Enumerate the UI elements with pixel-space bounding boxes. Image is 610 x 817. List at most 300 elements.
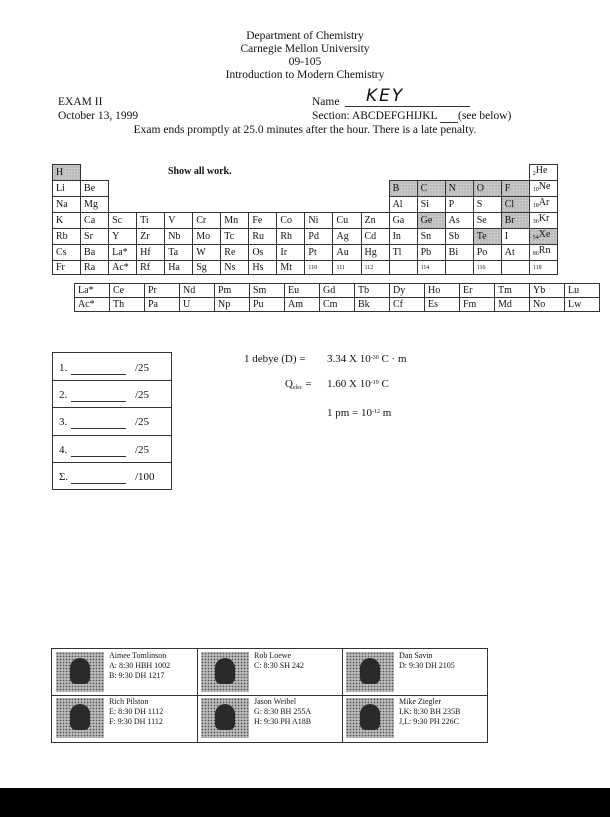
element-cell — [445, 197, 473, 213]
element-cell — [355, 298, 390, 312]
empty-cell — [221, 165, 249, 181]
element-symbol: Ni — [308, 214, 319, 226]
element-symbol: Br — [504, 214, 515, 226]
f-block-table — [74, 283, 600, 312]
element-symbol: Os — [252, 246, 264, 258]
element-symbol: Sm — [253, 284, 267, 296]
element-cell — [320, 298, 355, 312]
empty-cell — [193, 197, 221, 213]
element-symbol: Tb — [358, 284, 370, 296]
element-cell — [215, 284, 250, 298]
picometer-unit: m — [380, 407, 392, 419]
element-symbol: Si — [420, 198, 429, 210]
element-cell — [530, 298, 565, 312]
atomic-number-prefix: 18 — [532, 203, 539, 209]
empty-cell — [137, 181, 165, 197]
empty-cell — [305, 197, 333, 213]
element-cell — [495, 284, 530, 298]
element-symbol: Rn — [538, 245, 551, 256]
element-cell — [277, 245, 305, 261]
empty-cell — [473, 165, 501, 181]
ta-cell — [52, 695, 197, 741]
element-cell — [495, 298, 530, 312]
score-divider — [53, 380, 171, 381]
element-symbol: Po — [476, 246, 488, 258]
element-cell — [81, 181, 109, 197]
element-cell — [285, 298, 320, 312]
element-cell — [221, 229, 249, 245]
ta-name: Aimee Tomlinson — [109, 651, 167, 660]
element-cell — [75, 284, 110, 298]
element-cell — [53, 229, 81, 245]
element-cell — [565, 284, 600, 298]
element-cell — [277, 229, 305, 245]
element-cell — [221, 245, 249, 261]
element-cell — [81, 213, 109, 229]
element-cell — [109, 213, 137, 229]
element-symbol: N — [448, 182, 456, 194]
element-symbol: Cs — [56, 246, 67, 258]
ta-info — [254, 697, 311, 727]
element-symbol: S — [476, 198, 483, 210]
element-cell — [110, 284, 145, 298]
ta-photo — [346, 698, 394, 738]
ta-info — [399, 697, 460, 727]
element-cell — [501, 213, 529, 229]
element-symbol: 114 — [420, 265, 430, 271]
empty-cell — [249, 197, 277, 213]
exam-date: October 13, 1999 — [58, 110, 139, 122]
empty-cell — [81, 165, 109, 181]
question-number: 2. — [59, 389, 68, 402]
empty-cell — [305, 165, 333, 181]
element-symbol: Pa — [148, 298, 158, 310]
element-symbol: U — [183, 298, 191, 310]
element-symbol: Sb — [448, 230, 460, 242]
element-cell — [165, 213, 193, 229]
element-cell — [417, 245, 445, 261]
element-cell — [285, 284, 320, 298]
name-line — [345, 106, 470, 107]
section-label: Section: ABCDEFGHIJKL — [312, 110, 438, 122]
element-cell — [277, 213, 305, 229]
element-symbol: Se — [476, 214, 487, 226]
empty-cell — [165, 197, 193, 213]
element-cell — [530, 284, 565, 298]
element-symbol: Sn — [420, 230, 432, 242]
empty-cell — [333, 181, 361, 197]
element-symbol: Ta — [168, 246, 179, 258]
element-cell — [81, 245, 109, 261]
element-cell — [53, 165, 81, 181]
ta-info — [254, 651, 304, 671]
element-cell — [529, 245, 557, 261]
element-cell — [417, 181, 445, 197]
element-symbol: Nd — [183, 284, 196, 296]
element-symbol: Ac* — [78, 298, 95, 310]
element-symbol: Cu — [336, 214, 349, 226]
periodic-row — [53, 213, 558, 229]
debye-unit: C · m — [378, 353, 407, 365]
element-symbol: Li — [56, 182, 65, 194]
element-symbol: H — [56, 166, 64, 178]
element-cell — [425, 298, 460, 312]
element-symbol: Nb — [168, 230, 181, 242]
element-cell — [180, 298, 215, 312]
element-cell — [305, 213, 333, 229]
ta-info — [109, 651, 170, 681]
element-symbol: Yb — [533, 284, 546, 296]
empty-cell — [445, 165, 473, 181]
charge-value: 1.60 X 10 — [327, 378, 371, 390]
element-symbol: Ga — [392, 214, 405, 226]
ta-photo — [346, 652, 394, 692]
element-symbol: Fe — [252, 214, 263, 226]
element-symbol: Lw — [568, 298, 582, 310]
lanthanides-row — [75, 284, 600, 298]
charge-subscript: elec — [292, 385, 303, 391]
debye-constant — [327, 353, 407, 365]
element-cell — [193, 213, 221, 229]
atomic-number-prefix: 10 — [532, 187, 539, 193]
element-symbol: Ns — [224, 261, 236, 273]
ta-cell — [342, 695, 487, 741]
element-symbol: Lu — [568, 284, 580, 296]
element-symbol: Pb — [420, 246, 432, 258]
element-cell — [473, 245, 501, 261]
element-symbol: Am — [288, 298, 303, 310]
ta-cell — [52, 649, 197, 695]
element-cell — [193, 229, 221, 245]
element-cell — [361, 261, 389, 275]
element-symbol: 111 — [336, 265, 346, 271]
atomic-number-prefix: 36 — [532, 219, 539, 225]
element-symbol: Ba — [84, 246, 96, 258]
ta-name: Rob Loewe — [254, 651, 292, 660]
element-symbol: Cm — [323, 298, 338, 310]
empty-cell — [137, 165, 165, 181]
element-symbol: 110 — [308, 265, 318, 271]
element-symbol: Mn — [224, 214, 239, 226]
element-cell — [215, 298, 250, 312]
ta-photo — [56, 698, 104, 738]
score-row — [53, 353, 171, 380]
score-row — [53, 462, 171, 489]
element-symbol: Pr — [148, 284, 157, 296]
department-title: Department of Chemistry — [246, 30, 364, 42]
element-cell — [145, 298, 180, 312]
element-cell — [145, 284, 180, 298]
periodic-row — [53, 165, 558, 181]
empty-cell — [221, 181, 249, 197]
element-symbol: Hg — [364, 246, 377, 258]
empty-cell — [361, 181, 389, 197]
question-total: /25 — [135, 362, 150, 374]
element-symbol: F — [504, 182, 511, 194]
element-symbol: 112 — [364, 265, 374, 271]
element-symbol: V — [168, 214, 176, 226]
question-number: 3. — [59, 416, 68, 429]
element-cell — [390, 298, 425, 312]
element-cell — [249, 245, 277, 261]
picometer-value: 1 pm = 10 — [327, 407, 373, 419]
element-symbol: Mg — [84, 198, 98, 210]
periodic-table — [52, 164, 558, 275]
element-symbol: Rh — [280, 230, 293, 242]
question-total: /25 — [135, 443, 150, 456]
element-cell — [81, 261, 109, 275]
empty-cell — [277, 197, 305, 213]
element-cell — [53, 261, 81, 275]
picometer-conversion — [327, 407, 391, 419]
ta-recitation-2: F: 9:30 DH 1112 — [109, 717, 163, 726]
element-cell — [501, 245, 529, 261]
course-title: Introduction to Modern Chemistry — [225, 69, 385, 81]
atomic-number-prefix: 2 — [532, 171, 536, 177]
ta-cell — [197, 649, 342, 695]
element-cell — [389, 229, 417, 245]
empty-cell — [501, 165, 529, 181]
element-cell — [109, 229, 137, 245]
ta-recitation-1: E: 8:30 DH 1112 — [109, 707, 164, 716]
empty-cell — [109, 165, 137, 181]
element-symbol: Cl — [504, 198, 515, 210]
element-cell — [460, 284, 495, 298]
element-symbol: Re — [224, 246, 236, 258]
element-cell — [389, 261, 417, 275]
element-cell — [250, 298, 285, 312]
element-cell — [501, 261, 529, 275]
ta-photo — [201, 698, 249, 738]
element-cell — [445, 229, 473, 245]
element-symbol: Be — [84, 182, 96, 194]
element-cell — [333, 229, 361, 245]
score-divider — [53, 435, 171, 436]
element-symbol: Sc — [112, 214, 123, 226]
score-blank — [71, 374, 126, 375]
element-symbol: Mt — [280, 261, 293, 273]
university-name: Carnegie Mellon University — [240, 43, 370, 55]
element-symbol: La* — [78, 284, 94, 296]
element-symbol: C — [420, 182, 428, 194]
element-cell — [529, 261, 557, 275]
empty-cell — [277, 181, 305, 197]
empty-cell — [165, 165, 193, 181]
show-work-instruction: Show all work. — [168, 166, 232, 177]
element-symbol: Ca — [84, 214, 96, 226]
element-symbol: P — [448, 198, 455, 210]
element-symbol: K — [56, 214, 64, 226]
ta-name: Dan Savin — [399, 651, 433, 660]
element-symbol: Ru — [252, 230, 264, 242]
empty-cell — [165, 181, 193, 197]
element-cell — [305, 261, 333, 275]
ta-recitation-1: G: 8:30 BH 255A — [254, 707, 312, 716]
element-symbol: W — [196, 246, 206, 258]
element-symbol: B — [392, 182, 400, 194]
element-cell — [137, 261, 165, 275]
question-total: /25 — [135, 416, 150, 429]
element-symbol: Hf — [140, 246, 151, 258]
element-cell — [460, 298, 495, 312]
element-symbol: Er — [463, 284, 473, 296]
element-symbol: As — [448, 214, 460, 226]
empty-cell — [417, 165, 445, 181]
element-cell — [81, 229, 109, 245]
score-blank — [71, 483, 126, 484]
element-cell — [249, 229, 277, 245]
ta-name: Mike Ziegler — [399, 697, 441, 706]
element-cell — [361, 213, 389, 229]
element-symbol: Eu — [288, 284, 300, 296]
element-symbol: Kr — [538, 213, 550, 224]
score-blank — [71, 401, 126, 402]
element-cell — [165, 245, 193, 261]
element-cell — [320, 284, 355, 298]
empty-cell — [249, 165, 277, 181]
element-symbol: Pt — [308, 246, 317, 258]
element-symbol: O — [476, 182, 484, 194]
element-symbol: Cr — [196, 214, 207, 226]
question-number: 4. — [59, 443, 68, 456]
empty-cell — [137, 197, 165, 213]
empty-cell — [109, 197, 137, 213]
element-cell — [473, 181, 501, 197]
ta-info — [109, 697, 163, 727]
element-symbol: Fr — [56, 261, 65, 273]
charge-label — [285, 378, 312, 391]
periodic-row — [53, 197, 558, 213]
element-cell — [221, 213, 249, 229]
element-symbol: Ti — [140, 214, 149, 226]
element-cell — [473, 197, 501, 213]
ta-recitation-1: I,K: 8:30 BH 235B — [399, 707, 461, 716]
element-symbol: Np — [218, 298, 231, 310]
ta-recitation-2: B: 9:30 DH 1217 — [109, 671, 165, 680]
ta-cell — [197, 695, 342, 741]
element-symbol: Na — [56, 198, 68, 210]
element-cell — [361, 229, 389, 245]
element-symbol: Te — [476, 230, 487, 242]
score-row — [53, 407, 171, 434]
element-cell — [389, 213, 417, 229]
element-symbol: He — [535, 165, 548, 176]
element-cell — [53, 213, 81, 229]
element-symbol: Ra — [84, 261, 96, 273]
element-cell — [53, 181, 81, 197]
element-cell — [249, 261, 277, 275]
element-cell — [389, 245, 417, 261]
element-cell — [389, 181, 417, 197]
element-cell — [109, 261, 137, 275]
score-box — [52, 352, 172, 490]
ta-name: Jason Weibel — [254, 697, 297, 706]
element-symbol: La* — [112, 246, 128, 258]
debye-label: 1 debye (D) = — [244, 353, 306, 365]
element-symbol: Bi — [448, 246, 459, 258]
element-cell — [137, 229, 165, 245]
element-symbol: Sr — [84, 230, 93, 242]
exam-notice: Exam ends promptly at 25.0 minutes after the hour. There is a late penalty. — [133, 124, 477, 136]
element-symbol: Xe — [538, 229, 551, 240]
picometer-exponent: -12 — [372, 409, 381, 415]
element-cell — [193, 261, 221, 275]
ta-photo — [201, 652, 249, 692]
element-cell — [75, 298, 110, 312]
element-symbol: Th — [113, 298, 125, 310]
element-cell — [53, 245, 81, 261]
charge-equals: = — [302, 378, 312, 390]
debye-exponent: -30 — [370, 355, 379, 361]
element-cell — [417, 213, 445, 229]
element-cell — [425, 284, 460, 298]
element-symbol: Hs — [252, 261, 264, 273]
empty-cell — [389, 165, 417, 181]
element-symbol: Co — [280, 214, 293, 226]
score-divider — [53, 407, 171, 408]
ta-recitation-2: H: 9:30 PH A18B — [254, 717, 312, 726]
element-symbol: Ag — [336, 230, 349, 242]
element-symbol: Sg — [196, 261, 207, 273]
element-symbol: Fm — [463, 298, 477, 310]
element-symbol: Ac* — [112, 261, 129, 273]
periodic-row — [53, 181, 558, 197]
element-symbol: Pd — [308, 230, 319, 242]
element-symbol: Bk — [358, 298, 370, 310]
name-label: Name — [312, 96, 340, 108]
element-cell — [529, 181, 557, 197]
element-symbol: Es — [428, 298, 438, 310]
element-cell — [529, 165, 557, 181]
ta-schedule-grid — [51, 648, 488, 743]
atomic-number-prefix: 54 — [532, 235, 539, 241]
element-cell — [165, 261, 193, 275]
element-symbol: Mo — [196, 230, 211, 242]
element-cell — [193, 245, 221, 261]
element-symbol: Gd — [323, 284, 336, 296]
element-cell — [529, 213, 557, 229]
periodic-row — [53, 261, 558, 275]
element-cell — [473, 261, 501, 275]
element-cell — [165, 229, 193, 245]
element-symbol: Rb — [56, 230, 68, 242]
atomic-number-prefix: 86 — [532, 251, 539, 257]
charge-constant — [327, 378, 389, 390]
element-symbol: Ar — [538, 197, 550, 208]
empty-cell — [193, 181, 221, 197]
element-cell — [501, 197, 529, 213]
element-cell — [109, 245, 137, 261]
element-symbol: Au — [336, 246, 349, 258]
score-blank — [71, 456, 126, 457]
charge-symbol: Q — [285, 378, 293, 390]
question-number: Σ. — [59, 470, 69, 483]
element-cell — [305, 245, 333, 261]
element-symbol: 118 — [532, 265, 542, 271]
ta-recitation-1: C: 8:30 SH 242 — [254, 661, 305, 670]
element-symbol: Md — [498, 298, 512, 310]
element-symbol: Pu — [253, 298, 264, 310]
element-symbol: Pm — [218, 284, 232, 296]
element-cell — [389, 197, 417, 213]
element-cell — [137, 245, 165, 261]
empty-cell — [249, 181, 277, 197]
periodic-row — [53, 245, 558, 261]
element-cell — [250, 284, 285, 298]
element-cell — [53, 197, 81, 213]
element-symbol: Tm — [498, 284, 512, 296]
element-symbol: Al — [392, 198, 403, 210]
